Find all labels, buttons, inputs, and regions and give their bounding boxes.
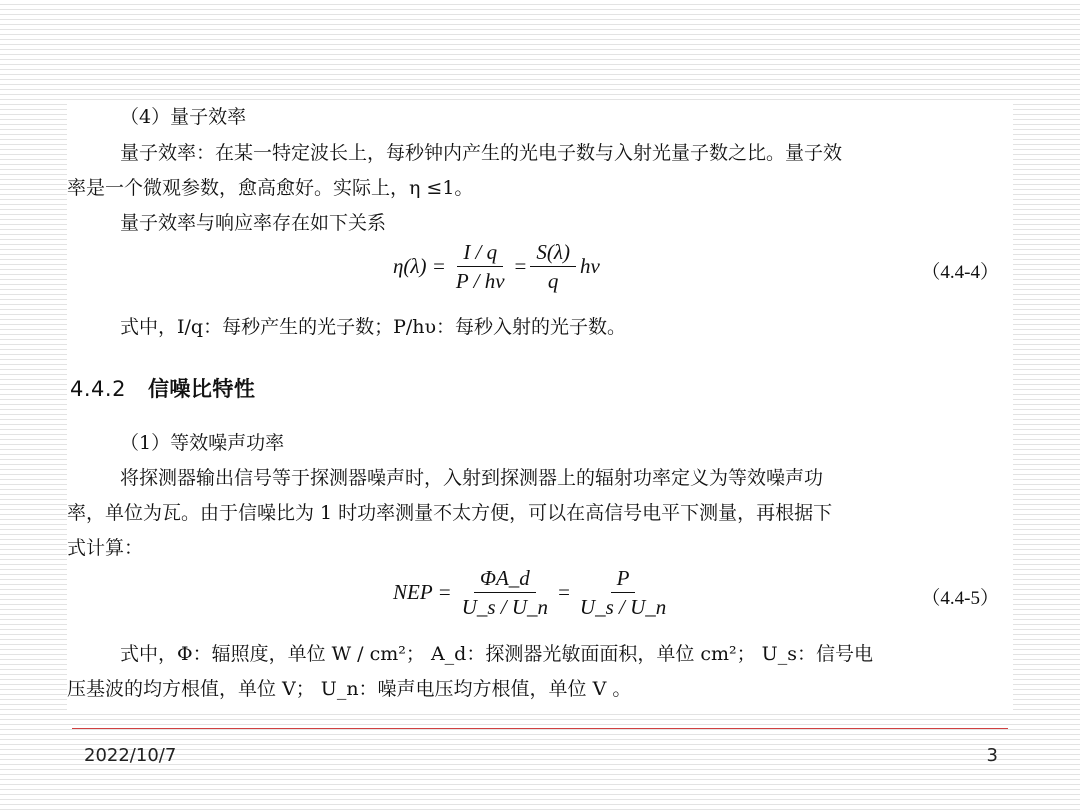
equation-number-4-4-4: （4.4-4）	[921, 262, 999, 283]
content-panel	[67, 100, 1013, 710]
eq1-fraction-1	[450, 240, 511, 293]
eq2-lhs: NEP =	[393, 580, 452, 604]
page-number: 3	[986, 745, 998, 766]
eq1-frac2-denominator: q	[547, 269, 559, 293]
eq2-equals: =	[558, 580, 570, 604]
eq1-frac1-denominator: P / hν	[455, 269, 505, 293]
eq1-frac2-numerator: S(λ)	[530, 240, 576, 267]
equation-4-4-5	[393, 566, 676, 619]
paragraph-line: 将探测器输出信号等于探测器噪声时，入射到探测器上的辐射功率定义为等效噪声功	[120, 467, 824, 489]
paragraph-line: 式中，I/q：每秒产生的光子数；P/hυ：每秒入射的光子数。	[120, 316, 627, 338]
footer-date: 2022/10/7	[84, 745, 177, 766]
section-heading	[70, 373, 255, 403]
section-number: 4.4.2	[70, 377, 126, 401]
footer-divider	[72, 728, 1008, 729]
equation-number-4-4-5: （4.4-5）	[921, 588, 999, 609]
eq2-fraction-2	[574, 566, 672, 619]
paragraph-line: 率是一个微观参数，愈高愈好。实际上，η ≤1。	[67, 177, 474, 199]
eq2-frac1-numerator: ΦA_d	[474, 566, 536, 593]
eq2-frac1-denominator: U_s / U_n	[461, 595, 549, 619]
paragraph-line: 率，单位为瓦。由于信噪比为 1 时功率测量不太方便，可以在高信号电平下测量，再根据下	[67, 502, 833, 524]
eq2-frac2-numerator: P	[611, 566, 636, 593]
equation-4-4-4	[393, 240, 600, 293]
paragraph-line: 式中，Φ：辐照度，单位 W / cm²； A_d：探测器光敏面面积，单位 cm²； U_s：信号电	[120, 643, 873, 665]
eq1-tail: hν	[579, 254, 600, 278]
paragraph-line: 量子效率：在某一特定波长上，每秒钟内产生的光电子数与入射光量子数之比。量子效	[120, 142, 843, 164]
eq1-lhs: η(λ) =	[393, 254, 446, 278]
paragraph-line: 量子效率与响应率存在如下关系	[120, 212, 387, 234]
heading-nep: （1）等效噪声功率	[120, 432, 285, 454]
eq2-fraction-1	[456, 566, 554, 619]
paragraph-line: 式计算：	[67, 537, 144, 559]
section-title: 信噪比特性	[147, 377, 256, 401]
paragraph-line: 压基波的均方根值，单位 V； U_n：噪声电压均方根值，单位 V 。	[67, 678, 632, 700]
eq1-fraction-2	[530, 240, 576, 293]
eq1-equals: =	[514, 254, 527, 278]
eq1-frac1-numerator: I / q	[457, 240, 503, 267]
heading-quantum-efficiency: （4）量子效率	[120, 106, 247, 128]
eq2-frac2-denominator: U_s / U_n	[579, 595, 667, 619]
